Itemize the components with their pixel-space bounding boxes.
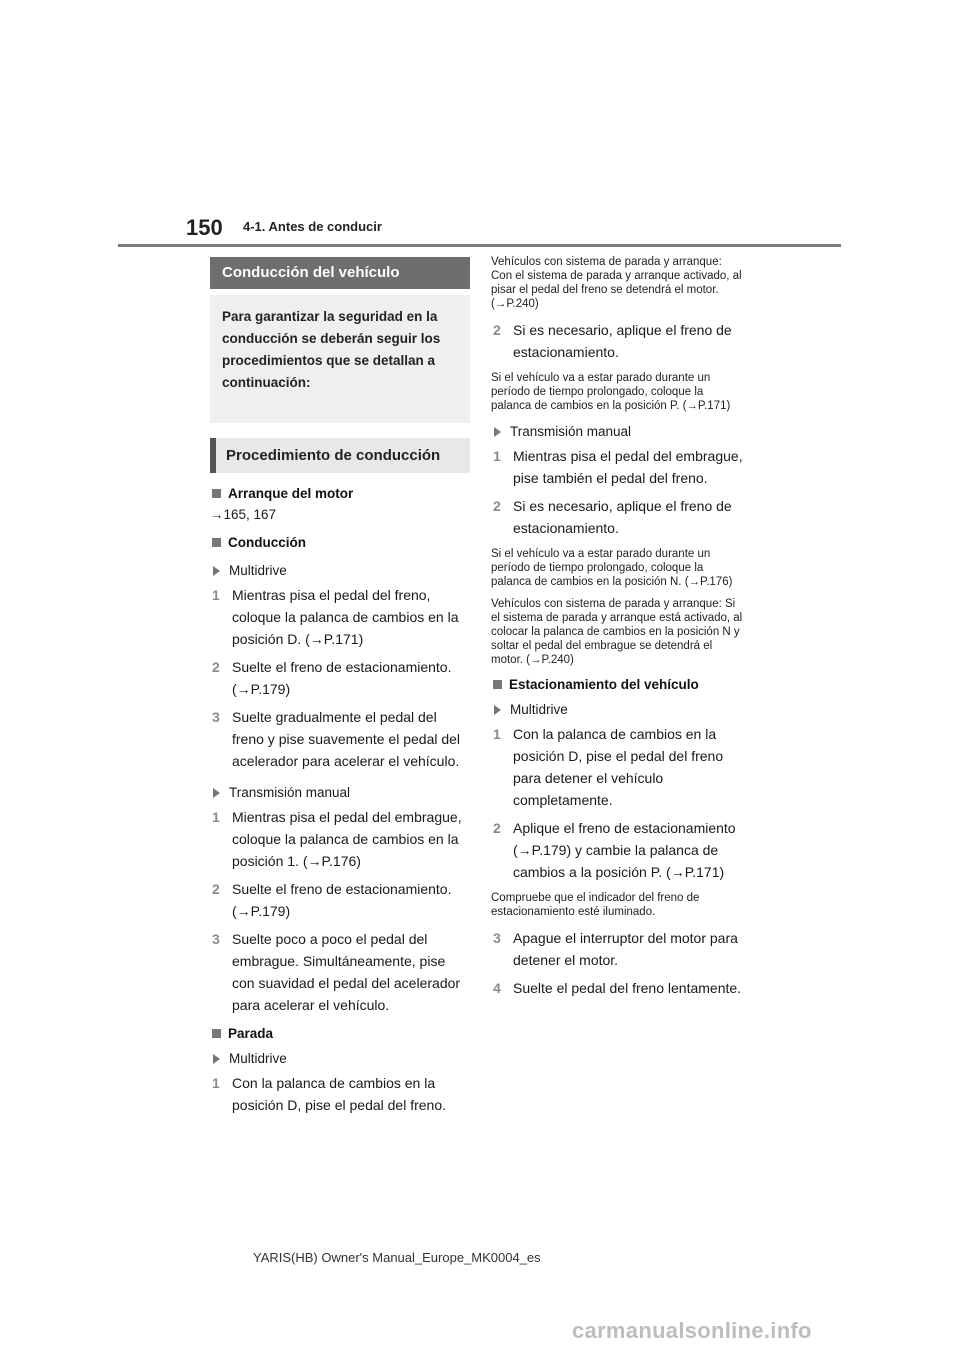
square-bullet-icon (212, 538, 221, 547)
square-bullet-icon (493, 680, 502, 689)
step-item: 2 Suelte el freno de estacionamiento. (→P.179) (212, 659, 452, 697)
header-divider (118, 244, 841, 247)
section-reference: 4-1. Antes de conducir (243, 219, 382, 234)
triangle-bullet-icon (213, 566, 220, 576)
step-item: 1 Con la palanca de cambios en la posición D, pise el pedal del freno para detener el vehículo completamente. (493, 726, 724, 808)
triangle-bullet-icon (213, 1054, 220, 1064)
step-item: 2 Si es necesario, aplique el freno de estacionamiento. (493, 322, 732, 360)
step-item: 1 Mientras pisa el pedal del embrague, coloque la palanca de cambios en la posición 1. (→P.176) (212, 809, 462, 869)
subheading-manual: Transmisión manual (210, 785, 470, 800)
step-item: 3 Suelte gradualmente el pedal del freno y pise suavemente el pedal del acelerador para acelerar el vehículo. (212, 709, 461, 769)
note-text: Si el vehículo va a estar parado durante un período de tiempo prolongado, coloque la palanca de cambios en la posición N. (→P.176) (491, 548, 733, 588)
triangle-bullet-icon (494, 427, 501, 437)
square-bullet-icon (212, 1029, 221, 1038)
step-item: 3 Suelte poco a poco el pedal del embrague. Simultáneamente, pise con suavidad el pedal del acelerador para acelerar el vehículo. (212, 931, 461, 1013)
step-item: 2 Suelte el freno de estacionamiento. (→P.179) (212, 881, 452, 919)
square-bullet-icon (212, 489, 221, 498)
heading-arranque: Arranque del motor (210, 486, 470, 501)
step-item: 3 Apague el interruptor del motor para detener el motor. (493, 930, 738, 968)
heading-estacionamiento: Estacionamiento del vehículo (491, 677, 746, 692)
subheading-multidrive: Multidrive (491, 702, 746, 717)
page-number: 150 (186, 215, 223, 240)
left-column (210, 257, 470, 1116)
procedure-title: Procedimiento de conducción (210, 438, 470, 473)
heading-parada: Parada (210, 1026, 470, 1041)
section-title: Conducción del vehículo (210, 257, 470, 289)
note-text: Si el vehículo va a estar parado durante un período de tiempo prolongado, coloque la palanca de cambios en la posición P. (→P.171) (491, 372, 731, 412)
watermark: carmanualsonline.info (572, 1318, 812, 1343)
step-item: 1 Mientras pisa el pedal del freno, coloque la palanca de cambios en la posición D. (→P.171) (212, 587, 459, 647)
subheading-multidrive: Multidrive (210, 563, 470, 578)
subheading-manual: Transmisión manual (491, 424, 746, 439)
step-item: 2 Si es necesario, aplique el freno de estacionamiento. (493, 498, 732, 536)
step-item: 2 Aplique el freno de estacionamiento (→P.179) y cambie la palanca de cambios a la posición P. (→P.171) (493, 820, 736, 880)
step-item: 1 Mientras pisa el pedal del embrague, pise también el pedal del freno. (493, 448, 743, 486)
subheading-multidrive: Multidrive (210, 1051, 470, 1066)
note-text: Compruebe que el indicador del freno de estacionamiento esté iluminado. (491, 892, 700, 918)
right-column (491, 255, 746, 999)
heading-conduccion: Conducción (210, 535, 470, 550)
reference-link[interactable]: →165, 167 (210, 507, 277, 522)
step-item: 1 Con la palanca de cambios en la posición D, pise el pedal del freno. (212, 1075, 447, 1113)
note-text: Vehículos con sistema de parada y arranque: Con el sistema de parada y arranque activado, al pisar el pedal del freno se detendrá el motor. (→P.240) (491, 256, 742, 310)
triangle-bullet-icon (494, 705, 501, 715)
triangle-bullet-icon (213, 788, 220, 798)
footer-manual-id: YARIS(HB) Owner's Manual_Europe_MK0004_es (253, 1250, 541, 1265)
intro-text: Para garantizar la seguridad en la conducción se deberán seguir los procedimientos que se detallan a continuación: (210, 295, 470, 423)
note-text: Vehículos con sistema de parada y arranque: Si el sistema de parada y arranque está activado, al colocar la palanca de cambios en la posición N y soltar el pedal del embrague se detendrá el motor. (→P.240) (491, 598, 743, 666)
step-item: 4 Suelte el pedal del freno lentamente. (493, 980, 742, 996)
